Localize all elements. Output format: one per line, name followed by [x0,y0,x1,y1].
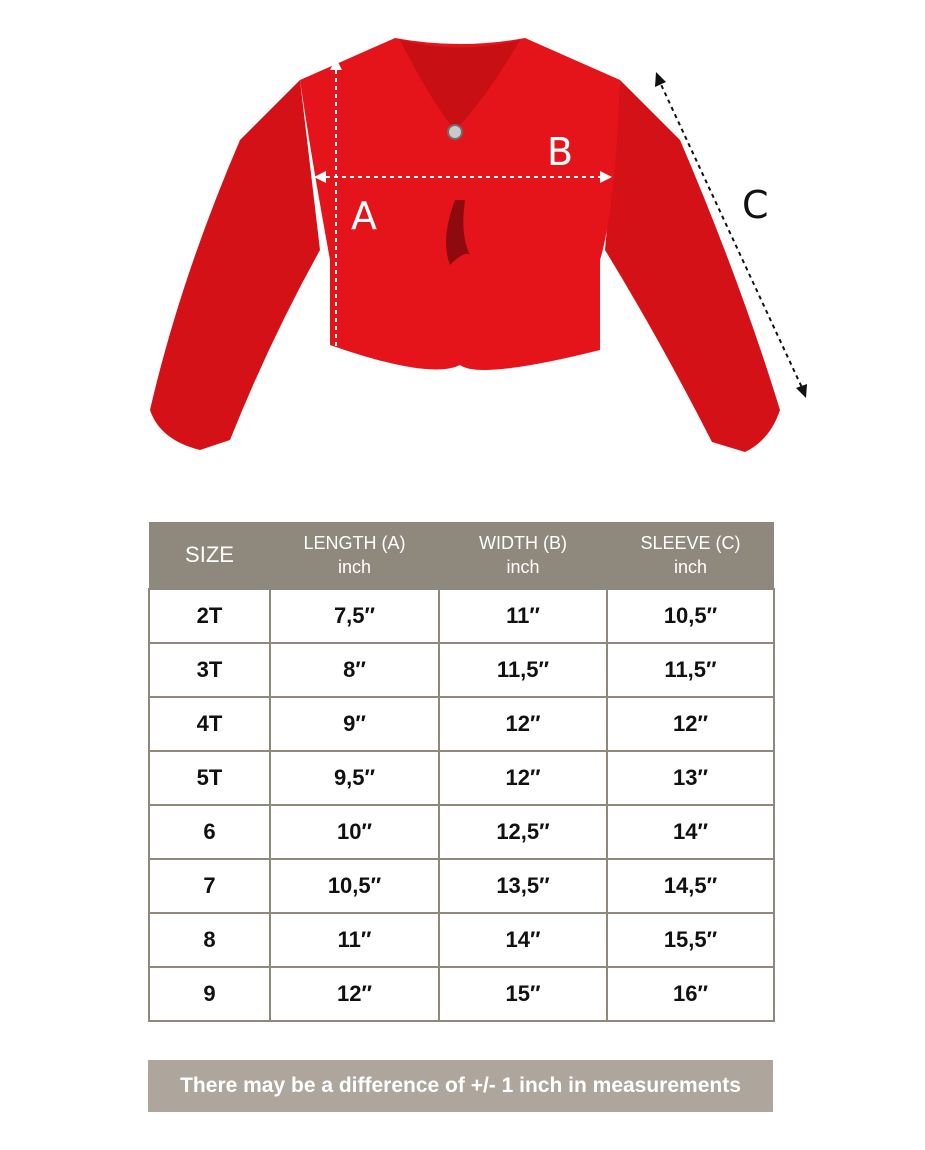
size-cell: 4T [149,697,270,751]
size-cell: 6 [149,805,270,859]
length-cell: 8″ [270,643,439,697]
table-row [149,697,774,751]
dimension-label-b: B [547,130,574,174]
size-cell: 3T [149,643,270,697]
length-cell: 9″ [270,697,439,751]
length-cell: 12″ [270,967,439,1021]
length-cell: 10″ [270,805,439,859]
table-row [149,643,774,697]
measurement-note: There may be a difference of +/- 1 inch in measurements [148,1060,773,1112]
sleeve-cell: 15,5″ [607,913,774,967]
table-row [149,913,774,967]
sleeve-cell: 11,5″ [607,643,774,697]
length-cell: 7,5″ [270,589,439,643]
width-cell: 12″ [439,697,607,751]
table-row [149,751,774,805]
size-cell: 7 [149,859,270,913]
header-width: WIDTH (B) inch [439,522,607,589]
header-sleeve: SLEEVE (C) inch [607,522,774,589]
size-cell: 8 [149,913,270,967]
sleeve-cell: 13″ [607,751,774,805]
size-cell: 9 [149,967,270,1021]
table-header-row [149,522,774,589]
cardigan-illustration [0,0,925,480]
table-row [149,589,774,643]
width-cell: 12,5″ [439,805,607,859]
sleeve-cell: 14,5″ [607,859,774,913]
width-cell: 11,5″ [439,643,607,697]
size-cell: 2T [149,589,270,643]
button [448,125,462,139]
size-cell: 5T [149,751,270,805]
table-row [149,967,774,1021]
width-cell: 15″ [439,967,607,1021]
header-size: SIZE [149,522,270,589]
width-cell: 14″ [439,913,607,967]
sleeve-cell: 10,5″ [607,589,774,643]
size-chart-table [148,522,775,1022]
header-length: LENGTH (A) inch [270,522,439,589]
length-cell: 11″ [270,913,439,967]
sleeve-cell: 14″ [607,805,774,859]
width-cell: 13,5″ [439,859,607,913]
sleeve-cell: 16″ [607,967,774,1021]
width-cell: 11″ [439,589,607,643]
length-cell: 10,5″ [270,859,439,913]
table-row [149,859,774,913]
dimension-label-a: A [351,194,377,238]
table-row [149,805,774,859]
length-cell: 9,5″ [270,751,439,805]
left-sleeve [150,80,320,450]
dimension-label-c: C [742,183,769,227]
sleeve-cell: 12″ [607,697,774,751]
right-sleeve [605,80,780,452]
width-cell: 12″ [439,751,607,805]
